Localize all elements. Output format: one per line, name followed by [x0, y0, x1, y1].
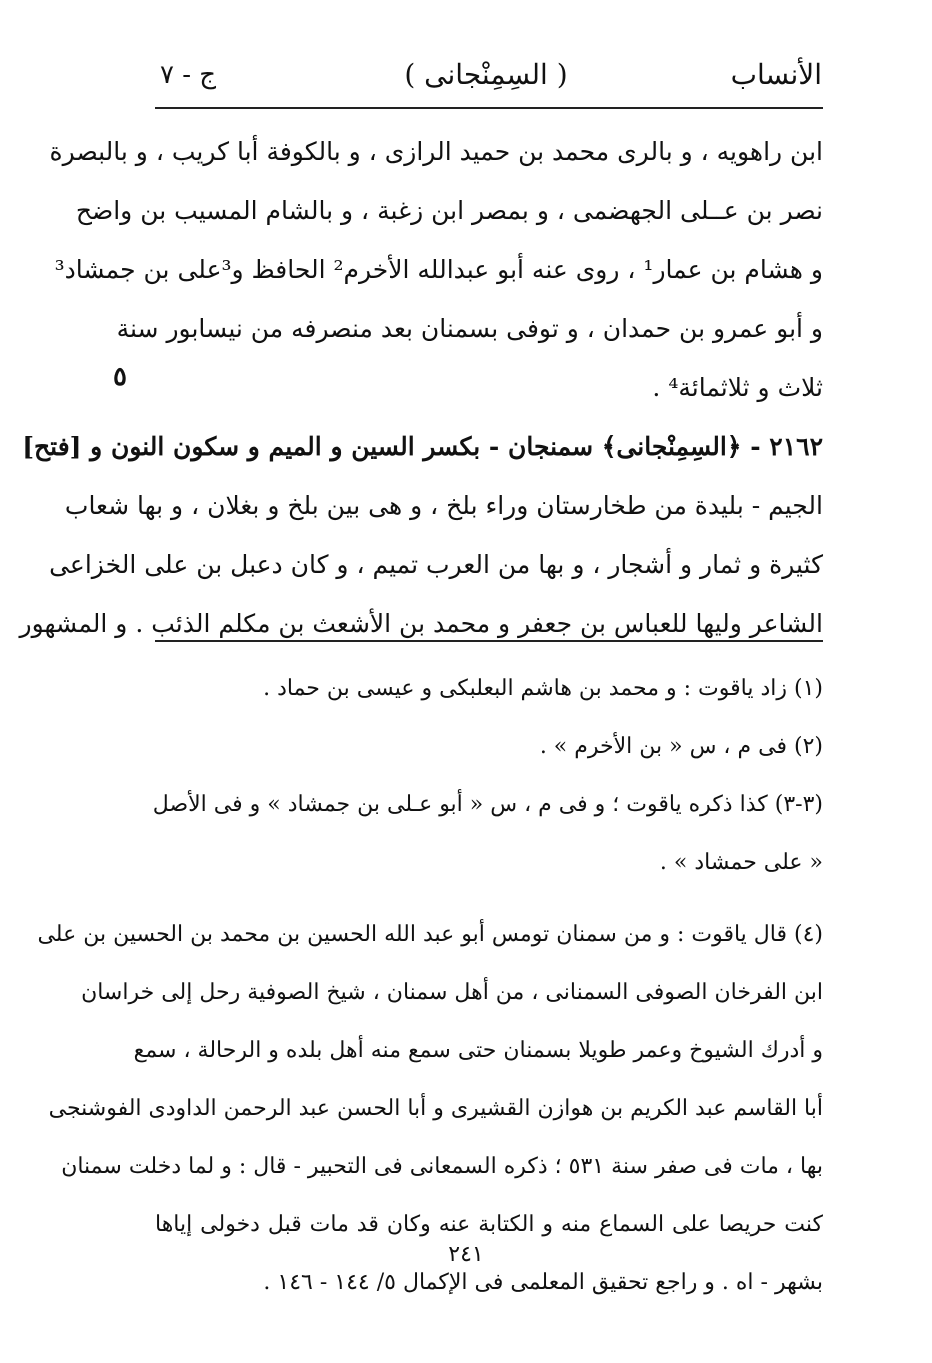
footnote-3-cont: « على حمشاد » .	[659, 850, 823, 875]
footnote-rule	[155, 640, 823, 642]
text-line: نصر بن عــلى الجهضمى ، و بمصر ابن زغبة ، و بالشام المسيب بن واضح	[75, 196, 823, 225]
footnote-4-cont: أبا القاسم عبد الكريم بن هوازن القشيرى و أبا الحسن عبد الرحمن الداودى الفوشنجى	[48, 1096, 823, 1121]
footnote-4-cont: كنت حريصا على السماع منه و الكتابة عنه وكان قد مات قبل دخولى إياها	[155, 1212, 823, 1237]
header-rule	[155, 107, 823, 109]
page-number: ٢٤١	[448, 1242, 484, 1267]
line-number-marker: ٥	[113, 362, 127, 392]
footnote-4-cont: بها ، مات فى صفر سنة ٥٣١ ؛ ذكره السمعانى فى التحبير - قال : و لما دخلت سمنان	[61, 1154, 823, 1179]
footnote-4: (٤) قال ياقوت : و من سمنان تومس أبو عبد الله الحسين بن محمد بن الحسين بن على	[37, 922, 823, 947]
text-line: ثلاث و ثلاثمائة⁴ .	[652, 373, 823, 402]
text-line: كثيرة و ثمار و أشجار ، و بها من العرب تميم ، و كان دعبل بن على الخزاعى	[49, 550, 823, 579]
footnotes	[37, 660, 823, 1312]
book-title: الأنساب	[730, 58, 822, 91]
volume-number: ج - ٧	[160, 60, 217, 90]
text-line: و هشام بن عمار¹ ، روى عنه أبو عبدالله الأخرم² الحافظ و³على بن جمشاد³	[54, 255, 823, 284]
text-line: و أبو عمرو بن حمدان ، و توفى بسمنان بعد منصرفه من نيسابور سنة	[116, 314, 823, 343]
entry-heading-line: ٢١٦٢ - ﴿السِمِنْجانى﴾ سمنجان - بكسر السين و الميم و سكون النون و [فتح]	[22, 432, 823, 461]
main-text	[19, 122, 823, 653]
text-line: الشاعر وليها للعباس بن جعفر و محمد بن الأشعث بن مكلم الذئب . و المشهور	[19, 609, 823, 638]
footnote-4-cont: بشهر - اه . و راجع تحقيق المعلمى فى الإكمال ٥/ ١٤٤ - ١٤٦ .	[263, 1270, 823, 1295]
footnote-3: (٣-٣) كذا ذكره ياقوت ؛ و فى م ، س « أبو عـلى بن جمشاد » و فى الأصل	[152, 792, 823, 817]
running-header	[150, 52, 822, 96]
header-entry-title: ( السِمِنْجانى )	[404, 58, 568, 91]
footnote-2: (٢) فى م ، س « بن الأخرم » .	[539, 734, 823, 759]
text-line: ابن راهويه ، و بالرى محمد بن حميد الرازى ، و بالكوفة أبا كريب ، و بالبصرة	[49, 137, 823, 166]
footnote-4-cont: ابن الفرخان الصوفى السمنانى ، من أهل سمنان ، شيخ الصوفية رحل إلى خراسان	[81, 980, 823, 1005]
footnote-4-cont: و أدرك الشيوخ وعمر طويلا بسمنان حتى سمع منه أهل بلده و الرحالة ، سمع	[133, 1038, 823, 1063]
text-line: الجيم - بليدة من طخارستان وراء بلخ ، و هى بين بلخ و بغلان ، و بها شعاب	[64, 491, 823, 520]
footnote-1: (١) زاد ياقوت : و محمد بن هاشم البعلبكى و عيسى بن حماد .	[263, 676, 823, 701]
